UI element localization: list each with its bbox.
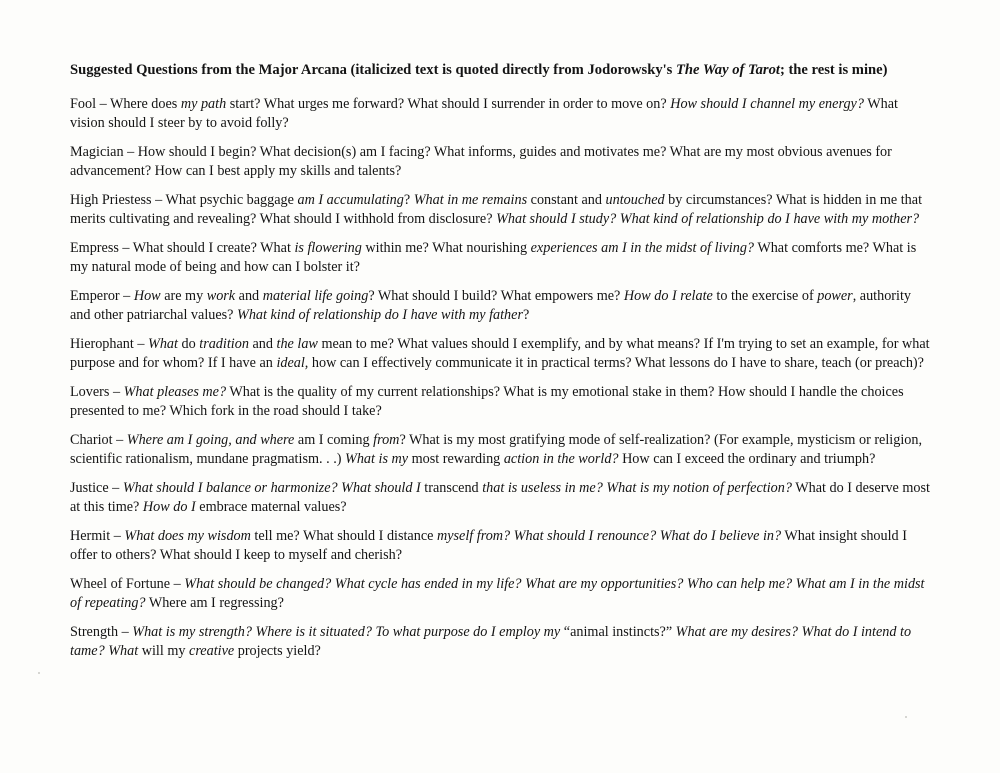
quoted-segment: How should I channel my energy?: [670, 96, 864, 112]
card-empress: [70, 239, 930, 277]
quoted-segment: What kind of relationship do I have with my father: [237, 307, 523, 323]
text-segment: Hermit –: [70, 528, 125, 544]
quoted-segment: experiences am I in the midst of living?: [530, 240, 755, 256]
text-segment: Wheel of Fortune –: [70, 576, 185, 592]
text-segment: within me? What nourishing: [361, 240, 531, 256]
text-segment: “animal instincts?”: [560, 624, 676, 640]
quoted-segment: What should I balance or harmonize? What should I: [122, 480, 421, 496]
text-segment: Where am I regressing?: [145, 595, 284, 611]
text-segment: are my: [160, 288, 207, 304]
quoted-segment: myself from? What should I renounce? What do I believe in?: [436, 528, 782, 544]
card-emperor: [70, 287, 930, 325]
scan-speck: [38, 672, 40, 674]
card-question-list: [70, 95, 930, 661]
text-segment: High Priestess – What psychic baggage: [70, 192, 298, 208]
title-text: Suggested Questions from the Major Arcana (italicized text is quoted directly from Jodorowsky's: [70, 62, 677, 78]
text-segment: most rewarding: [408, 451, 504, 467]
quoted-segment: Where am I going, and where: [126, 432, 295, 448]
text-segment: Justice –: [70, 480, 123, 496]
text-segment: What insight should I offer to others? What should I keep to myself and cherish?: [70, 528, 907, 563]
card-fool: [70, 95, 930, 133]
text-segment: Hierophant –: [70, 336, 149, 352]
quoted-segment: What in me remains: [413, 192, 528, 208]
title-suffix: ; the rest is mine): [779, 62, 888, 78]
text-segment: ? What is my most gratifying mode of self-realization? (For example, mysticism or religion, scientific rationalism, mundane pragmatism. . .): [70, 432, 923, 467]
text-segment: do: [177, 336, 200, 352]
text-segment: to the exercise of: [712, 288, 818, 304]
text-segment: ?: [403, 192, 414, 208]
text-segment: Lovers –: [70, 384, 124, 400]
text-segment: How can I exceed the ordinary and triumph?: [618, 451, 876, 467]
card-magician: [70, 143, 930, 181]
quoted-segment: material life going: [262, 288, 369, 304]
card-hierophant: [70, 335, 930, 373]
text-segment: What comforts me? What is my natural mode of being and how can I bolster it?: [70, 240, 917, 275]
quoted-segment: am I accumulating: [297, 192, 404, 208]
card-strength: [70, 623, 930, 661]
quoted-segment: How: [133, 288, 161, 304]
text-segment: Chariot –: [70, 432, 127, 448]
text-segment: by circumstances? What is hidden in me that merits cultivating and revealing? What should I withhold from disclosure?: [70, 192, 923, 227]
card-hermit: [70, 527, 930, 565]
quoted-segment: What does my wisdom: [124, 528, 251, 544]
text-segment: embrace maternal values?: [195, 499, 347, 515]
scan-speck: [905, 716, 907, 718]
quoted-segment: the law: [276, 336, 318, 352]
quoted-segment: How do I relate: [623, 288, 713, 304]
quoted-segment: work: [206, 288, 236, 304]
text-segment: am I coming: [294, 432, 374, 448]
text-segment: mean to me? What values should I exemplify, and by what means? If I'm trying to set an example, for what purpose and for whom? If I have an: [70, 336, 930, 371]
card-high-priestess: [70, 191, 930, 229]
quoted-segment: power: [817, 288, 853, 304]
quoted-segment: creative: [189, 643, 235, 659]
card-justice: [70, 479, 930, 517]
quoted-segment: that is useless in me? What is my notion of perfection?: [482, 480, 792, 496]
text-segment: Emperor –: [70, 288, 134, 304]
text-segment: projects yield?: [234, 643, 321, 659]
document-title: [70, 61, 930, 80]
book-title: The Way of Tarot: [676, 62, 780, 78]
quoted-segment: is flowering: [294, 240, 362, 256]
quoted-segment: What are my desires? What do I intend to tame? What: [70, 624, 912, 659]
text-segment: tell me? What should I distance: [250, 528, 437, 544]
text-segment: Fool – Where does: [70, 96, 181, 112]
text-segment: constant and: [527, 192, 606, 208]
text-segment: What is the quality of my current relationships? What is my emotional stake in them? How should I handle the choices presented to me? Which fork in the road should I take?: [70, 384, 904, 419]
text-segment: ?: [522, 307, 530, 323]
text-segment: ? What should I build? What empowers me?: [368, 288, 624, 304]
text-segment: will my: [138, 643, 190, 659]
text-segment: , authority and other patriarchal values?: [70, 288, 912, 323]
quoted-segment: What pleases me?: [123, 384, 227, 400]
text-segment: how can I effectively communicate it in practical terms? What lessons do I have to share, teach (or preach)?: [308, 355, 924, 371]
text-segment: and: [235, 288, 263, 304]
quoted-segment: action in the world?: [503, 451, 619, 467]
quoted-segment: my path: [180, 96, 227, 112]
text-segment: Empress – What should I create? What: [70, 240, 295, 256]
quoted-segment: tradition: [199, 336, 249, 352]
quoted-segment: What should be changed? What cycle has ended in my life? What are my opportunities? Who can help me? What am I in the midst of repeating?: [70, 576, 925, 611]
text-segment: transcend: [420, 480, 483, 496]
card-wheel-of-fortune: [70, 575, 930, 613]
text-segment: Magician – How should I begin? What decision(s) am I facing? What informs, guides and motivates me? What are my most obvious avenues for advancement? How can I best apply my skills and talents?: [70, 144, 892, 179]
text-segment: and: [248, 336, 277, 352]
quoted-segment: What is my strength? Where is it situated? To what purpose do I employ my: [132, 624, 561, 640]
text-segment: What vision should I steer by to avoid folly?: [70, 96, 898, 131]
quoted-segment: ideal,: [276, 355, 309, 371]
quoted-segment: What should I study? What kind of relationship do I have with my mother?: [496, 211, 920, 227]
quoted-segment: What: [148, 336, 178, 352]
quoted-segment: How do I: [142, 499, 196, 515]
card-chariot: [70, 431, 930, 469]
card-lovers: [70, 383, 930, 421]
text-segment: Strength –: [70, 624, 133, 640]
quoted-segment: untouched: [605, 192, 665, 208]
quoted-segment: from: [373, 432, 400, 448]
text-segment: start? What urges me forward? What should I surrender in order to move on?: [226, 96, 671, 112]
text-segment: What do I deserve most at this time?: [70, 480, 930, 515]
quoted-segment: What is my: [345, 451, 409, 467]
